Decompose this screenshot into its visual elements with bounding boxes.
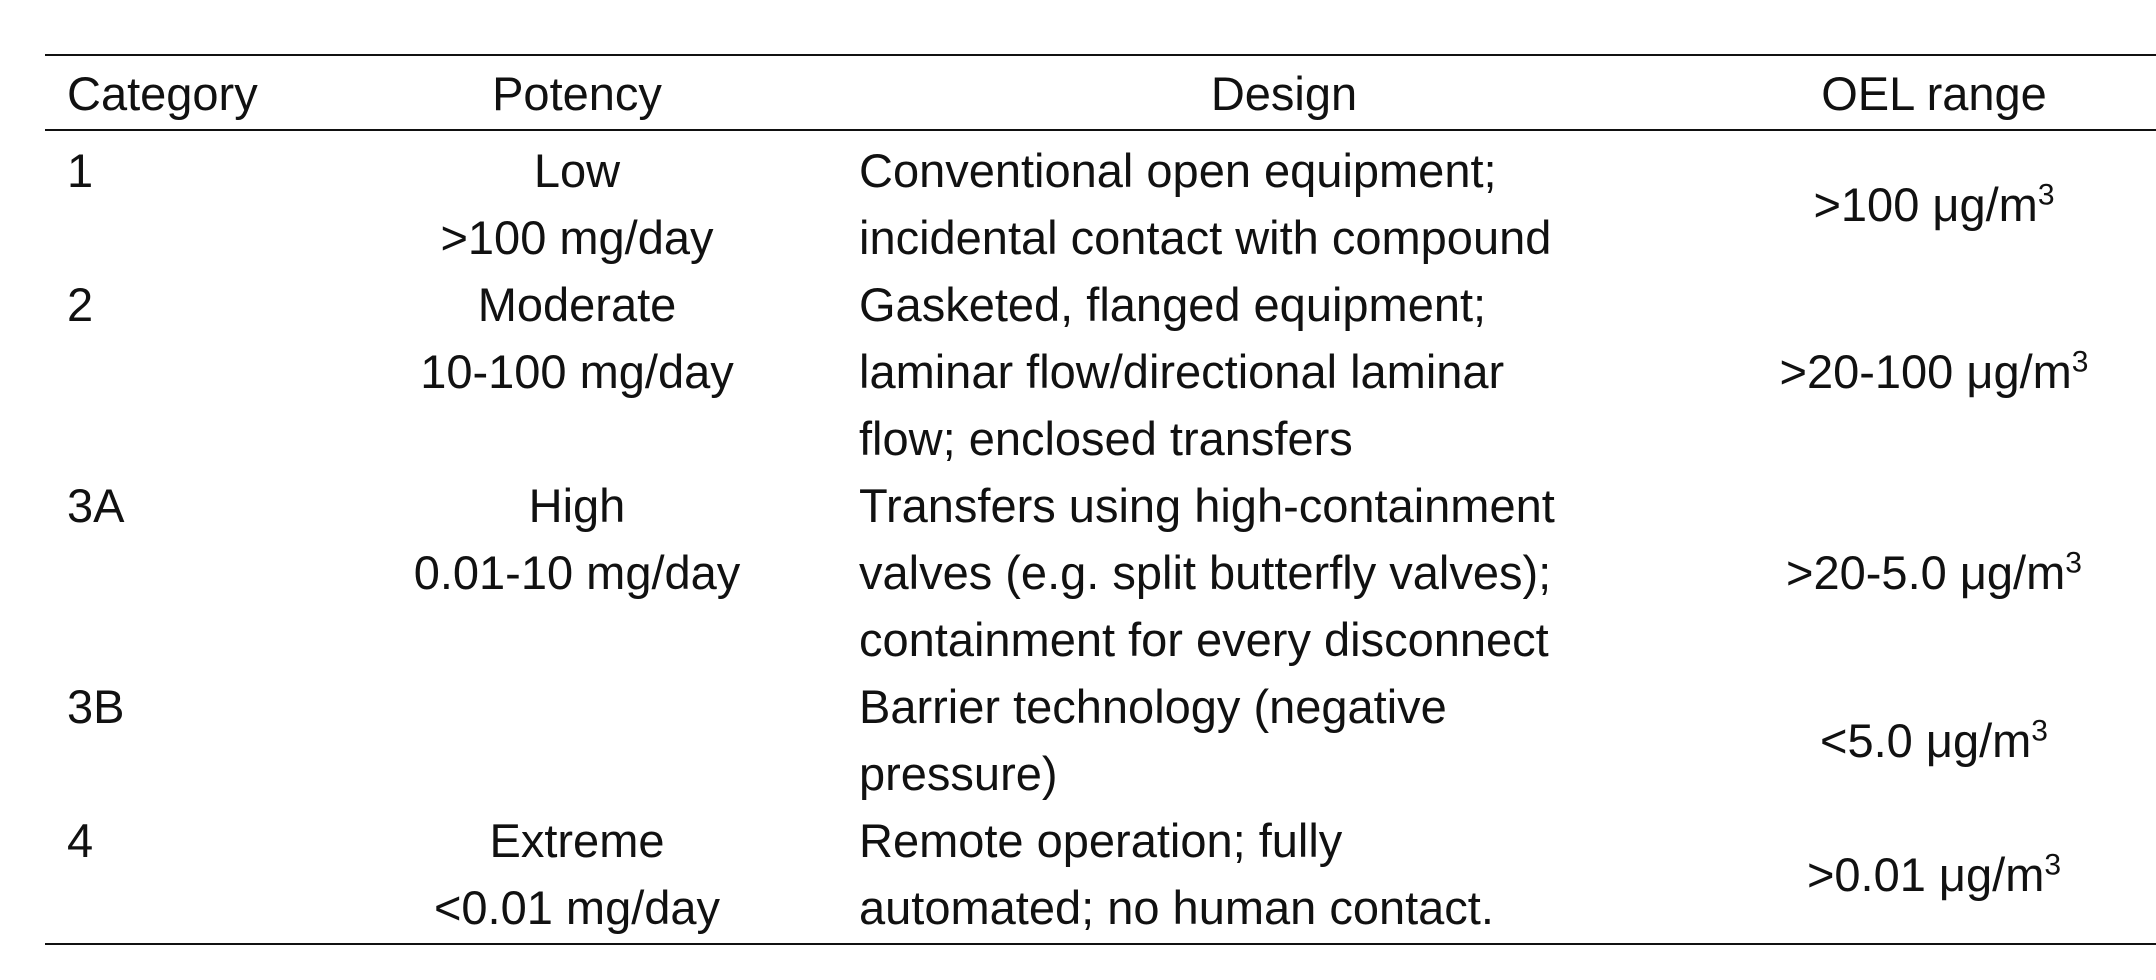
- oel-value: >20-5.0 μg/m: [1786, 546, 2066, 599]
- design-line: laminar flow/directional laminar: [859, 345, 1505, 398]
- cell-design: [837, 472, 1709, 673]
- cell-oel-range: [1709, 472, 2156, 673]
- containment-category-table: [45, 54, 2156, 945]
- cell-oel-range: [1709, 271, 2156, 472]
- potency-dose: 10-100 mg/day: [420, 345, 734, 398]
- cell-potency: [317, 271, 837, 472]
- design-line: Transfers using high-containment: [859, 479, 1555, 532]
- oel-value: >100 μg/m: [1813, 177, 2038, 231]
- cell-potency: [317, 673, 837, 807]
- table-row: [45, 673, 2156, 807]
- cell-category: [45, 807, 317, 944]
- potency-dose: >100 mg/day: [440, 211, 714, 264]
- design-line: flow; enclosed transfers: [859, 412, 1353, 465]
- header-design: Design: [1210, 67, 1358, 120]
- cell-potency: [317, 472, 837, 673]
- design-line: automated; no human contact.: [859, 881, 1494, 934]
- cell-oel-range: [1709, 807, 2156, 944]
- oel-value: >0.01 μg/m: [1806, 847, 2045, 901]
- oel-exponent: 3: [2031, 713, 2048, 747]
- design-line: Barrier technology (negative: [859, 680, 1447, 733]
- category-value: 3B: [67, 680, 125, 733]
- cell-potency: [317, 130, 837, 271]
- containment-table-container: [45, 54, 2115, 945]
- cell-design: [837, 673, 1709, 807]
- category-value: 4: [67, 814, 94, 867]
- header-category: Category: [67, 67, 258, 120]
- table-row: [45, 130, 2156, 271]
- cell-oel-range: [1709, 130, 2156, 271]
- header-potency: Potency: [492, 67, 662, 120]
- oel-value: >20-100 μg/m: [1779, 345, 2072, 398]
- category-value: 3A: [67, 479, 125, 532]
- design-line: valves (e.g. split butterfly valves);: [859, 546, 1552, 599]
- potency-dose: 0.01-10 mg/day: [413, 546, 741, 599]
- cell-oel-range: [1709, 673, 2156, 807]
- design-line: pressure): [859, 747, 1058, 800]
- cell-design: [837, 130, 1709, 271]
- cell-category: [45, 271, 317, 472]
- category-value: 2: [67, 278, 94, 331]
- cell-category: [45, 472, 317, 673]
- potency-level: Moderate: [477, 278, 677, 331]
- cell-category: [45, 130, 317, 271]
- cell-potency: [317, 807, 837, 944]
- header-oel-range: OEL range: [1821, 67, 2047, 120]
- category-value: 1: [67, 144, 94, 197]
- potency-level: Low: [533, 144, 621, 197]
- oel-value: <5.0 μg/m: [1820, 713, 2032, 767]
- oel-exponent: 3: [2037, 177, 2055, 211]
- table-row: [45, 472, 2156, 673]
- oel-exponent: 3: [2065, 546, 2082, 580]
- potency-level: Extreme: [489, 814, 665, 867]
- design-line: Gasketed, flanged equipment;: [859, 278, 1487, 331]
- oel-exponent: 3: [2044, 847, 2062, 881]
- design-line: incidental contact with compound: [859, 211, 1552, 264]
- oel-exponent: 3: [2071, 345, 2089, 379]
- table-row: [45, 271, 2156, 472]
- potency-level: High: [528, 479, 626, 532]
- cell-design: [837, 271, 1709, 472]
- design-line: Remote operation; fully: [859, 814, 1343, 867]
- table-header-row: [45, 55, 2156, 130]
- potency-dose: <0.01 mg/day: [433, 881, 721, 934]
- design-line: containment for every disconnect: [859, 613, 1549, 666]
- table-row: [45, 807, 2156, 944]
- cell-category: [45, 673, 317, 807]
- design-line: Conventional open equipment;: [859, 144, 1497, 197]
- cell-design: [837, 807, 1709, 944]
